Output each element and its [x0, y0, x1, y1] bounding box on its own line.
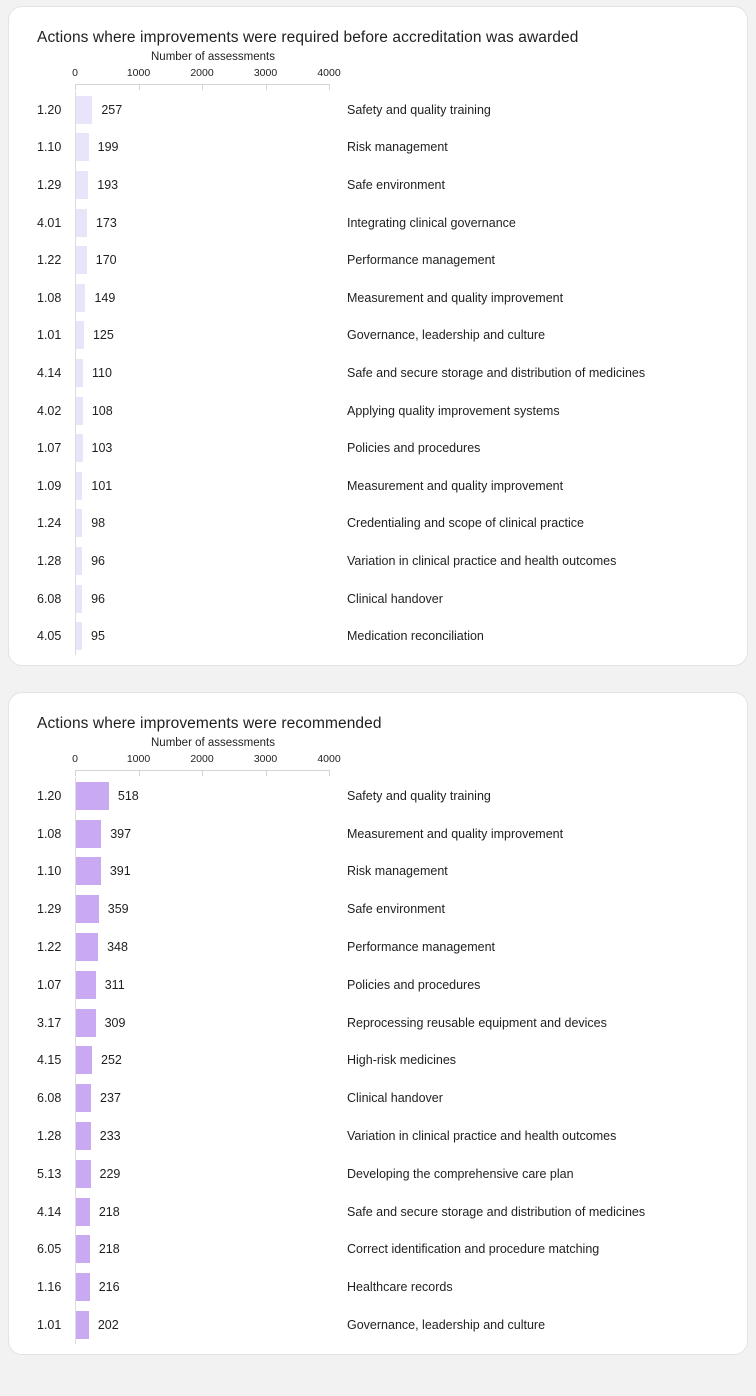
- row-action-label: Risk management: [347, 140, 448, 155]
- axis-header-required: [37, 47, 733, 91]
- row-value-label: 391: [109, 864, 131, 879]
- axis-tick-labels-recommended: [72, 752, 375, 767]
- row-action-code: 1.09: [37, 478, 62, 493]
- row-action-label: Safe and secure storage and distribution of medicines: [347, 1204, 646, 1219]
- row-action-code: 1.29: [37, 177, 62, 192]
- row-bar[interactable]: [76, 933, 98, 961]
- row-action-label: Credentialing and scope of clinical practice: [347, 516, 584, 531]
- axis-tick-label: 0: [72, 67, 78, 79]
- row-value-label: 397: [110, 826, 132, 841]
- axis-tick-mark: [329, 84, 330, 90]
- row-action-code: 1.20: [37, 788, 62, 803]
- chart-row[interactable]: [37, 853, 733, 891]
- row-action-label: Measurement and quality improvement: [347, 826, 564, 841]
- row-bar[interactable]: [76, 1198, 90, 1226]
- row-value-label: 173: [95, 215, 117, 230]
- row-action-code: 1.16: [37, 1280, 62, 1295]
- chart-row[interactable]: [37, 392, 733, 430]
- axis-tick-label: 4000: [317, 752, 341, 765]
- row-bar[interactable]: [76, 1084, 91, 1112]
- row-value-label: 233: [99, 1128, 121, 1143]
- row-action-label: Safe and secure storage and distribution of medicines: [347, 365, 646, 380]
- row-action-label: Medication reconciliation: [347, 629, 484, 644]
- chart-row[interactable]: [37, 890, 733, 928]
- row-action-code: 1.29: [37, 902, 62, 917]
- row-action-label: Risk management: [347, 864, 448, 879]
- row-action-label: Safe environment: [347, 902, 445, 917]
- row-bar[interactable]: [76, 622, 82, 650]
- row-action-code: 6.08: [37, 591, 62, 606]
- row-action-code: 1.08: [37, 290, 62, 305]
- chart-row[interactable]: [37, 317, 733, 355]
- row-value-label: 170: [95, 253, 117, 268]
- axis-tick-label: 1000: [126, 752, 151, 765]
- row-action-label: Clinical handover: [347, 1091, 443, 1106]
- axis-header-recommended: [37, 733, 733, 777]
- row-action-label: Measurement and quality improvement: [347, 290, 564, 305]
- chart-row[interactable]: [37, 542, 733, 580]
- chart-row[interactable]: [37, 1117, 733, 1155]
- chart-row[interactable]: [37, 1041, 733, 1079]
- row-action-label: Policies and procedures: [347, 977, 481, 992]
- row-action-code: 1.08: [37, 826, 62, 841]
- chart-row[interactable]: [37, 129, 733, 167]
- row-bar[interactable]: [76, 171, 88, 199]
- chart-row[interactable]: [37, 928, 733, 966]
- axis-tick-mark: [75, 84, 76, 90]
- chart-row[interactable]: [37, 279, 733, 317]
- row-bar[interactable]: [76, 321, 84, 349]
- row-value-label: 95: [91, 629, 105, 644]
- row-bar[interactable]: [76, 96, 92, 124]
- row-action-code: 1.07: [37, 441, 62, 456]
- row-bar[interactable]: [76, 971, 96, 999]
- row-value-label: 96: [91, 553, 105, 568]
- axis-line-required: [75, 84, 329, 85]
- chart-row[interactable]: [37, 1230, 733, 1268]
- row-bar[interactable]: [76, 1273, 90, 1301]
- row-action-label: Safe environment: [347, 177, 445, 192]
- row-value-label: 96: [91, 591, 105, 606]
- row-bar[interactable]: [76, 585, 82, 613]
- row-action-code: 5.13: [37, 1166, 62, 1181]
- chart-row[interactable]: [37, 166, 733, 204]
- row-bar[interactable]: [76, 434, 83, 462]
- row-action-code: 4.05: [37, 629, 62, 644]
- axis-tick-mark: [329, 770, 330, 776]
- row-action-code: 1.10: [37, 140, 62, 155]
- row-action-code: 1.10: [37, 864, 62, 879]
- row-value-label: 348: [107, 939, 128, 954]
- axis-tick-mark: [266, 84, 267, 90]
- page-title-required: Actions where improvements were required before accreditation was awarded: [37, 29, 579, 46]
- row-bar[interactable]: [76, 1046, 92, 1074]
- row-value-label: 110: [91, 365, 112, 380]
- row-action-code: 6.08: [37, 1091, 62, 1106]
- row-bar[interactable]: [76, 472, 82, 500]
- chart-row[interactable]: [37, 617, 733, 655]
- row-action-code: 1.22: [37, 253, 62, 268]
- row-value-label: 98: [91, 516, 106, 531]
- row-bar[interactable]: [76, 397, 83, 425]
- row-bar[interactable]: [76, 359, 83, 387]
- axis-tick-labels-required: [72, 67, 375, 81]
- row-value-label: 216: [98, 1280, 120, 1295]
- row-action-label: Performance management: [347, 939, 495, 954]
- chart-row[interactable]: [37, 467, 733, 505]
- chart-row[interactable]: [37, 580, 733, 618]
- chart-row[interactable]: [37, 91, 733, 129]
- chart-row[interactable]: [37, 1193, 733, 1231]
- chart-row[interactable]: [37, 241, 733, 279]
- axis-tick-mark: [202, 84, 203, 90]
- row-action-code: 4.01: [37, 215, 62, 230]
- row-value-label: 103: [91, 441, 113, 456]
- row-action-code: 1.01: [37, 1317, 62, 1332]
- row-action-code: 4.14: [37, 1204, 62, 1219]
- row-bar[interactable]: [76, 895, 99, 923]
- row-action-label: Correct identification and procedure matching: [347, 1242, 600, 1257]
- chart-row[interactable]: [37, 429, 733, 467]
- row-action-label: Developing the comprehensive care plan: [347, 1166, 574, 1181]
- row-action-label: Governance, leadership and culture: [347, 328, 546, 343]
- axis-line-recommended: [75, 770, 329, 771]
- row-bar[interactable]: [76, 857, 101, 885]
- row-action-code: 1.01: [37, 328, 62, 343]
- chart-card-recommended: [8, 692, 748, 1355]
- row-action-code: 1.20: [37, 102, 62, 117]
- row-bar[interactable]: [76, 133, 89, 161]
- row-bar[interactable]: [76, 509, 82, 537]
- bar-rows-required: [37, 91, 733, 655]
- row-value-label: 218: [98, 1204, 120, 1219]
- row-value-label: 199: [97, 140, 119, 155]
- row-action-label: Safety and quality training: [347, 102, 491, 117]
- chart-row[interactable]: [37, 204, 733, 242]
- chart-row[interactable]: [37, 354, 733, 392]
- chart-row[interactable]: [37, 966, 733, 1004]
- axis-tick-label: 0: [72, 752, 78, 765]
- row-bar[interactable]: [76, 209, 87, 237]
- axis-tick-mark: [75, 770, 76, 776]
- row-value-label: 229: [99, 1166, 121, 1181]
- row-value-label: 359: [107, 902, 129, 917]
- axis-tick-mark: [266, 770, 267, 776]
- row-action-label: Governance, leadership and culture: [347, 1317, 546, 1332]
- row-action-label: Policies and procedures: [347, 441, 481, 456]
- chart-row[interactable]: [37, 1155, 733, 1193]
- row-value-label: 101: [91, 478, 113, 493]
- chart-row[interactable]: [37, 1004, 733, 1042]
- row-bar[interactable]: [76, 1311, 89, 1339]
- axis-tick-mark: [139, 84, 140, 90]
- bar-rows-recommended: [37, 777, 733, 1344]
- row-action-label: Applying quality improvement systems: [347, 403, 560, 418]
- axis-tick-label: 3000: [253, 752, 278, 765]
- row-bar[interactable]: [76, 246, 87, 274]
- row-value-label: 309: [104, 1015, 126, 1030]
- row-value-label: 193: [97, 177, 119, 192]
- row-bar[interactable]: [76, 820, 101, 848]
- axis-tick-label: 3000: [253, 67, 278, 79]
- chart-row[interactable]: [37, 777, 733, 815]
- row-action-label: Integrating clinical governance: [347, 215, 516, 230]
- row-bar[interactable]: [76, 1160, 91, 1188]
- row-action-label: Variation in clinical practice and health outcomes: [347, 553, 617, 568]
- row-bar[interactable]: [76, 1235, 90, 1263]
- axis-caption-required: Number of assessments: [151, 51, 275, 63]
- axis-tick-mark: [202, 770, 203, 776]
- row-bar[interactable]: [76, 1122, 91, 1150]
- row-value-label: 108: [91, 403, 113, 418]
- row-value-label: 237: [100, 1091, 121, 1106]
- row-action-code: 3.17: [37, 1015, 62, 1030]
- row-value-label: 257: [101, 102, 123, 117]
- row-action-code: 1.24: [37, 516, 62, 531]
- row-value-label: 218: [98, 1242, 120, 1257]
- axis-tick-label: 2000: [190, 752, 214, 765]
- page-title-recommended: Actions where improvements were recommended: [37, 714, 382, 732]
- axis-caption-recommended: Number of assessments: [151, 736, 275, 749]
- axis-tick-label: 2000: [190, 67, 214, 79]
- row-action-label: Safety and quality training: [347, 788, 491, 803]
- chart-row[interactable]: [37, 1079, 733, 1117]
- row-bar[interactable]: [76, 782, 109, 810]
- axis-tick-label: 4000: [317, 67, 341, 79]
- chart-row[interactable]: [37, 505, 733, 543]
- row-action-code: 4.15: [37, 1053, 62, 1068]
- row-action-code: 1.22: [37, 939, 62, 954]
- chart-row[interactable]: [37, 815, 733, 853]
- row-value-label: 311: [104, 977, 125, 992]
- axis-tick-mark: [139, 770, 140, 776]
- row-action-label: Performance management: [347, 253, 495, 268]
- chart-card-required: [8, 6, 748, 666]
- chart-row[interactable]: [37, 1306, 733, 1344]
- row-action-label: Variation in clinical practice and health outcomes: [347, 1128, 617, 1143]
- row-action-code: 6.05: [37, 1242, 62, 1257]
- row-action-code: 4.14: [37, 365, 62, 380]
- row-action-label: Measurement and quality improvement: [347, 478, 564, 493]
- row-action-label: High-risk medicines: [347, 1053, 457, 1068]
- row-action-code: 4.02: [37, 403, 62, 418]
- row-action-code: 1.28: [37, 1128, 62, 1143]
- row-value-label: 202: [97, 1317, 119, 1332]
- row-action-code: 1.28: [37, 553, 62, 568]
- row-bar[interactable]: [76, 284, 85, 312]
- row-value-label: 518: [117, 788, 139, 803]
- row-bar[interactable]: [76, 1009, 96, 1037]
- row-action-label: Reprocessing reusable equipment and devices: [347, 1015, 607, 1030]
- row-value-label: 149: [94, 290, 116, 305]
- row-bar[interactable]: [76, 547, 82, 575]
- row-value-label: 252: [101, 1053, 122, 1068]
- row-action-label: Clinical handover: [347, 591, 443, 606]
- row-value-label: 125: [92, 328, 114, 343]
- row-action-label: Healthcare records: [347, 1280, 453, 1295]
- axis-tick-label: 1000: [126, 67, 151, 79]
- row-action-code: 1.07: [37, 977, 62, 992]
- chart-row[interactable]: [37, 1268, 733, 1306]
